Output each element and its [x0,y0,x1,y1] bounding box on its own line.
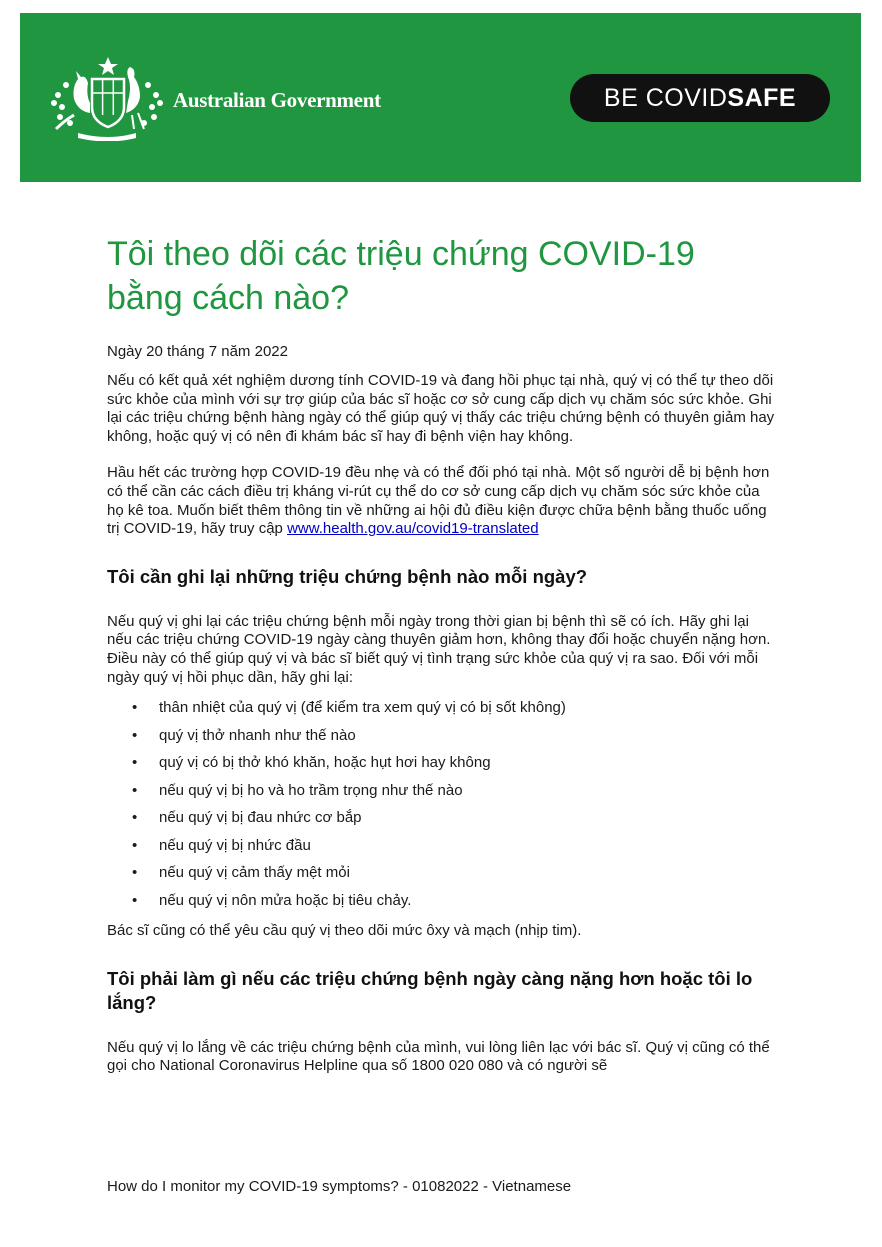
list-item-text: quý vị thở nhanh như thế nào [159,726,356,744]
bullet-icon: • [132,836,138,854]
list-item [107,781,777,809]
symptoms-closing: Bác sĩ cũng có thể yêu cầu quý vị theo dõi mức ôxy và mạch (nhịp tim). [107,922,582,940]
list-item [107,863,777,891]
badge-text-bold: SAFE [727,83,797,112]
page-footer: How do I monitor my COVID-19 symptoms? - 01082022 - Vietnamese [107,1178,572,1195]
list-item [107,698,777,726]
publish-date: Ngày 20 tháng 7 năm 2022 [107,343,288,360]
org-name: Australian Government [173,88,381,112]
bullet-icon: • [132,864,138,882]
worse-paragraph: Nếu quý vị lo lắng về các triệu chứng bệnh của mình, vui lòng liên lạc với bác sĩ. Quý vị cũng có thể gọi cho National Coronavirus Helpline qua số 1800 020 080 và có người sẽ [107,1038,770,1075]
list-item-text: thân nhiệt của quý vị (để kiểm tra xem quý vị có bị sốt không) [159,699,566,717]
list-item-text: nếu quý vị bị nhức đầu [159,836,311,854]
coat-of-arms-icon [48,55,166,141]
header-banner [20,13,861,182]
main-content [107,232,777,1076]
list-item-text: nếu quý vị bị ho và ho trầm trọng như thế nào [159,781,463,799]
page-title: Tôi theo dõi các triệu chứng COVID-19 bằng cách nào? [107,235,695,317]
bullet-icon: • [132,809,138,827]
intro-paragraph-2 [107,464,777,538]
list-item [107,726,777,754]
bullet-icon: • [132,699,138,717]
section-heading-worse: Tôi phải làm gì nếu các triệu chứng bệnh ngày càng nặng hơn hoặc tôi lo lắng? [107,967,753,1013]
bullet-icon: • [132,781,138,799]
covidsafe-badge [570,74,830,122]
list-item [107,836,777,864]
list-item [107,808,777,836]
intro-paragraph-1: Nếu có kết quả xét nghiệm dương tính COVID-19 và đang hồi phục tại nhà, quý vị có thể tự theo dõi sức khỏe của mình với sự trợ giúp của bác sĩ hoặc cơ sở cung cấp dịch vụ chăm sóc sức khỏe. Ghi lại các triệu chứng bệnh hàng ngày có thể giúp quý vị thấy các triệu chứng bệnh có thuyên giảm hay không, hoặc quý vị có nên đi khám bác sĩ hay đi bệnh viện hay không. [107,372,775,445]
bullet-icon: • [132,891,138,909]
health-website-link[interactable]: www.health.gov.au/covid19-translated [287,520,539,538]
symptoms-intro: Nếu quý vị ghi lại các triệu chứng bệnh mỗi ngày trong thời gian bị bệnh thì sẽ có ích. Hãy ghi lại nếu các triệu chứng COVID-19 ngày càng thuyên giảm hơn, không thay đổi hoặc chuyển nặng hơn. Điều này có thể giúp quý vị và bác sĩ biết quý vị tình trạng sức khỏe của quý vị ra sao. Đối với mỗi ngày quý vị hồi phục dần, hãy ghi lại: [107,612,771,686]
section-heading-symptoms: Tôi cần ghi lại những triệu chứng bệnh nào mỗi ngày? [107,565,588,587]
bullet-icon: • [132,754,138,772]
symptom-list [107,698,777,918]
list-item-text: nếu quý vị nôn mửa hoặc bị tiêu chảy. [159,891,412,909]
intro-paragraph-2-text: Hầu hết các trường hợp COVID-19 đều nhẹ và có thể đối phó tại nhà. Một số người dễ bị bệnh hơn có thể cần các cách điều trị kháng vi-rút cụ thể do cơ sở cung cấp dịch vụ chăm sóc sức khỏe của họ kê toa. Muốn biết thêm thông tin về những ai hội đủ điều kiện được chữa bệnh bằng thuốc uống trị COVID-19, hãy truy cập [107,464,770,538]
list-item-text: nếu quý vị cảm thấy mệt mỏi [159,864,350,882]
list-item-text: quý vị có bị thở khó khăn, hoặc hụt hơi hay không [159,754,491,772]
bullet-icon: • [132,726,138,744]
list-item-text: nếu quý vị bị đau nhức cơ bắp [159,809,362,827]
list-item [107,753,777,781]
list-item [107,891,777,919]
badge-text-light: BE COVID [603,83,728,112]
